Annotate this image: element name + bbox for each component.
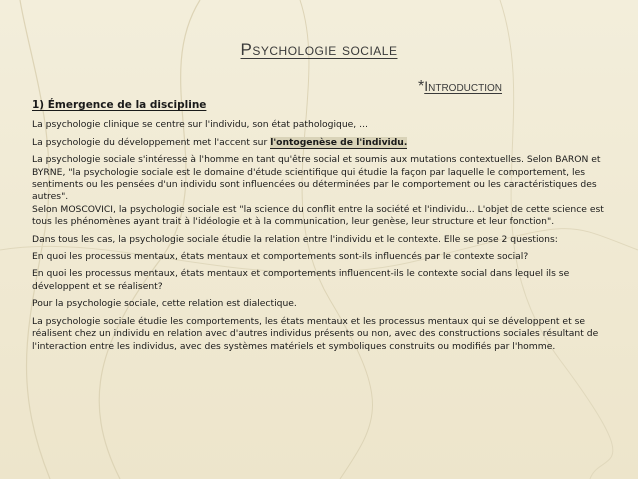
paragraph-question-1: En quoi les processus mentaux, états mentaux et comportements sont-ils influencés par le contexte social?: [32, 251, 529, 263]
subtitle-bullet: *: [418, 78, 425, 95]
paragraph-question-2: En quoi les processus mentaux, états mentaux et comportements influencent-ils le contexte social dans lequel ils se développent et se réalisent?: [32, 268, 570, 292]
paragraph-sociale-definition: La psychologie sociale s'intéresse à l'homme en tant qu'être social et soumis aux mutations contextuelles. Selon BARON et BYRNE, "la psychologie sociale est le domaine d'étude scientifique qui étudie la façon par laquelle le comportement, les sentiments ou les pensées d'un individu sont influencées ou déterminées par le comportement ou les caractéristiques des autres".: [32, 154, 601, 203]
subtitle-text: Introduction: [424, 78, 503, 94]
paragraph-relation: Dans tous les cas, la psychologie sociale étudie la relation entre l'individu et le contexte. Elle se pose 2 questions:: [32, 233, 558, 245]
paragraph-developpement: [32, 137, 612, 149]
slide-title: Psychologie sociale: [240, 40, 398, 59]
paragraph-clinique: La psychologie clinique se centre sur l'individu, son état pathologique, ...: [32, 119, 368, 131]
paragraph-dialectique: Pour la psychologie sociale, cette relation est dialectique.: [32, 298, 297, 310]
slide-content: [32, 99, 612, 358]
paragraph-moscovici: Selon MOSCOVICI, la psychologie sociale est "la science du conflit entre la société et l'individu... L'objet de cette science est tous les phénomènes ayant trait à l'idéologie et à la communication, leur genèse, leur structure et leur fonction".: [32, 203, 604, 228]
paragraph-developpement-text: La psychologie du développement met l'accent sur: [32, 136, 271, 148]
slide-subtitle: [418, 78, 502, 96]
highlighted-term: l'ontogenèse de l'individu.: [270, 136, 408, 148]
section-heading: 1) Émergence de la discipline: [32, 99, 207, 111]
paragraph-conclusion: La psychologie sociale étudie les comportements, les états mentaux et les processus mentaux qui se développent et se réalisent chez un individu en relation avec d'autres individus présents ou non, avec des constructions sociales résultant de l'interaction entre les individus, avec des systèmes matériels et symboliques construits ou modifiés par l'homme.: [32, 315, 599, 352]
